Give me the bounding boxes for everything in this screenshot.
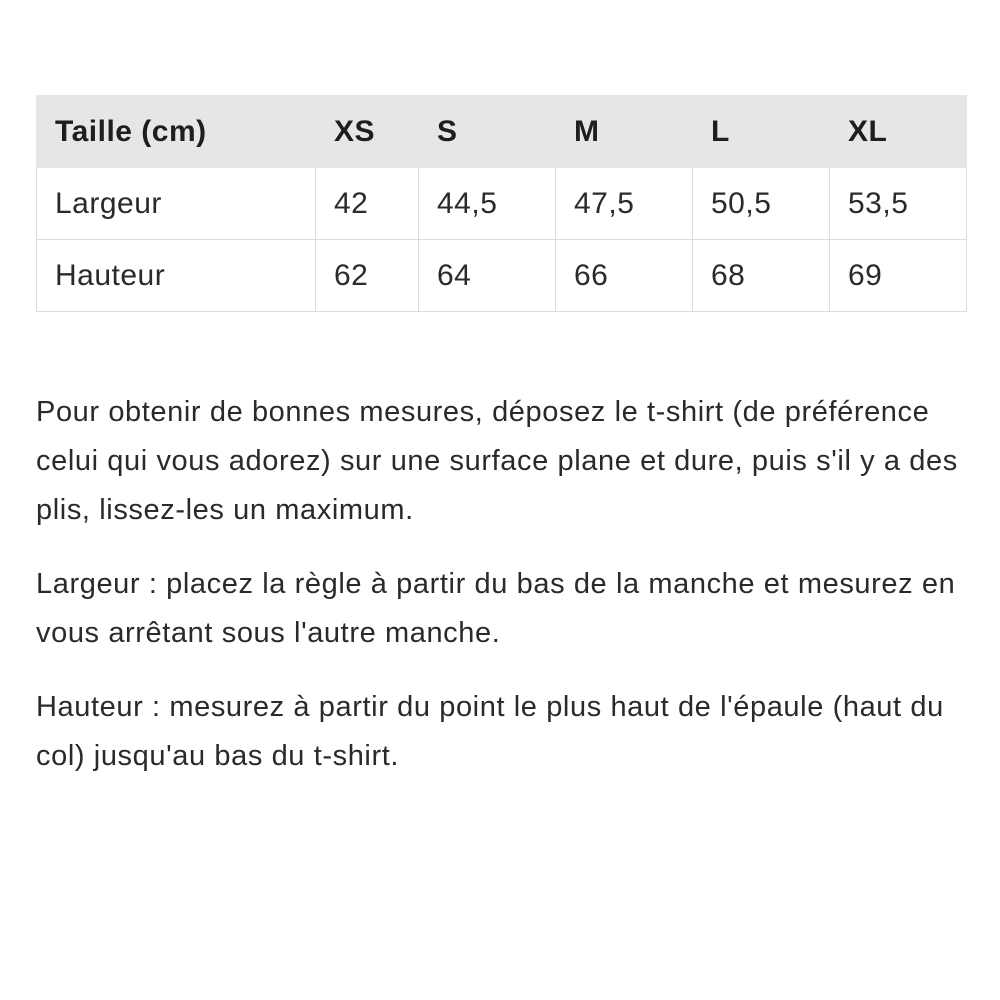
cell-largeur-s: 44,5: [419, 168, 556, 240]
header-size-xs: XS: [316, 96, 419, 168]
table-header-row: [37, 96, 967, 168]
width-instruction-paragraph: Largeur : placez la règle à partir du bas de la manche et mesurez en vous arrêtant sous l'autre manche.: [36, 568, 956, 649]
table-row-hauteur: [37, 240, 967, 312]
cell-largeur-m: 47,5: [556, 168, 693, 240]
height-instruction-paragraph: Hauteur : mesurez à partir du point le plus haut de l'épaule (haut du col) jusqu'au bas du t-shirt.: [36, 691, 944, 772]
table-row-largeur: [37, 168, 967, 240]
row-label-largeur: Largeur: [37, 168, 316, 240]
row-label-hauteur: Hauteur: [37, 240, 316, 312]
cell-hauteur-m: 66: [556, 240, 693, 312]
cell-hauteur-l: 68: [693, 240, 830, 312]
measurement-instructions: [36, 388, 976, 806]
header-size-s: S: [419, 96, 556, 168]
intro-paragraph: Pour obtenir de bonnes mesures, déposez le t-shirt (de préférence celui qui vous adorez) sur une surface plane et dure, puis s'il y a des plis, lissez-les un maximum.: [36, 396, 958, 526]
cell-largeur-xl: 53,5: [830, 168, 967, 240]
size-chart-table: [36, 95, 967, 312]
cell-hauteur-xl: 69: [830, 240, 967, 312]
cell-largeur-l: 50,5: [693, 168, 830, 240]
cell-largeur-xs: 42: [316, 168, 419, 240]
cell-hauteur-xs: 62: [316, 240, 419, 312]
header-size-m: M: [556, 96, 693, 168]
header-size-label: Taille (cm): [37, 96, 316, 168]
header-size-xl: XL: [830, 96, 967, 168]
cell-hauteur-s: 64: [419, 240, 556, 312]
header-size-l: L: [693, 96, 830, 168]
